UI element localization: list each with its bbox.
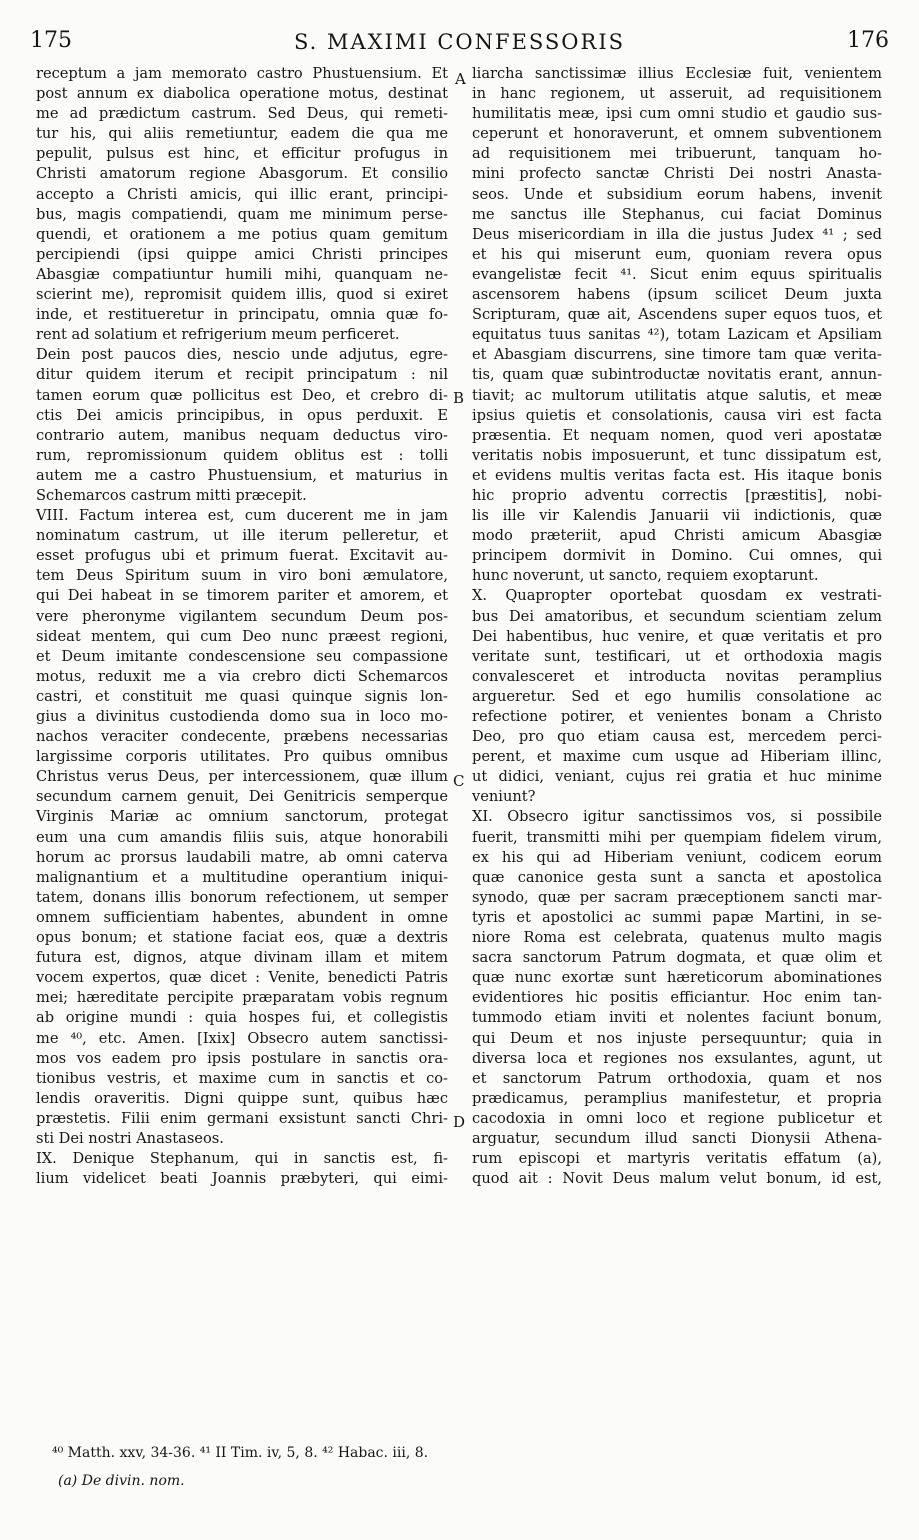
text-line: et evidens multis veritas facta est. His itaque bonis <box>472 466 882 484</box>
text-line: quod ait : Novit Deus malum velut bonum, id est, <box>472 1170 882 1188</box>
margin-marker-d: D <box>453 1113 466 1131</box>
text-line: ditur quidem iterum et recipit principatum : nil <box>36 366 448 384</box>
text-line: me sanctus ille Stephanus, cui faciat Dominus <box>472 205 882 223</box>
text-line: liarcha sanctissimæ illius Ecclesiæ fuit, venientem <box>472 65 882 82</box>
text-line: quendi, et orationem a me potius quam gemitum <box>36 225 448 243</box>
text-line: malignantium et a multitudine operantium iniqui- <box>36 868 448 886</box>
text-line: evidentiores hic positis efficiantur. Hoc enim tan- <box>472 989 882 1007</box>
text-line: hunc noverunt, ut sancto, requiem exoptarunt. <box>472 567 819 585</box>
text-line: mini profecto sanctæ Christi Dei nostri Anasta- <box>472 165 882 183</box>
text-line: præstetis. Filii enim germani exsistunt sancti Chri- <box>36 1109 448 1127</box>
text-line: rent ad solatium et refrigerium meum perficeret. <box>36 326 400 344</box>
text-line: fuerit, transmitti mihi per quempiam fidelem virum, <box>472 828 882 846</box>
text-line: veritate sunt, testificari, ut et orthodoxia magis <box>472 647 882 665</box>
text-line: convalesceret et introducta novitas peramplius <box>472 667 882 685</box>
text-line: diversa loca et regiones nos exsulantes, agunt, ut <box>472 1049 882 1067</box>
text-line: motus, reduxit me a via crebro dicti Schemarcos <box>36 667 448 685</box>
text-line: ipsius quietis et consolationis, causa viri est facta <box>472 406 882 424</box>
text-line: Scripturam, quæ ait, Ascendens super equos tuos, et <box>472 306 882 324</box>
text-line: accepto a Christi amicis, qui illic erant, principi- <box>36 185 448 203</box>
text-line: cacodoxia in omni loco et regione publicetur et <box>472 1109 882 1127</box>
text-line: refectione potirer, et venientes bonam a Christo <box>472 708 882 725</box>
text-line: VIII. Factum interea est, cum ducerent me in jam <box>36 507 448 525</box>
text-line: bus Dei amatoribus, et secundum scientiam zelum <box>472 607 882 625</box>
text-line: autem me a castro Phustuensium, et maturius in <box>36 466 448 484</box>
text-line: Deo, pro quo etiam causa est, mercedem perci- <box>472 728 882 746</box>
text-line: lis ille vir Kalendis Januarii vii indictionis, quæ <box>472 507 882 525</box>
margin-marker-c: C <box>453 772 465 790</box>
page-header <box>30 28 889 68</box>
text-line: lium videlicet beati Joannis præbyteri, qui eimi- <box>36 1170 448 1188</box>
text-line: vocem expertos, quæ dicet : Venite, benedicti Patris <box>36 969 448 987</box>
text-line: Dein post paucos dies, nescio unde adjutus, egre- <box>36 346 448 364</box>
text-line: modo præteriit, apud Christi amicum Abasgiæ <box>472 527 882 545</box>
text-line: IX. Denique Stephanum, qui in sanctis est, fi- <box>36 1150 448 1168</box>
text-line: evangelistæ fecit ⁴¹. Sicut enim equus spiritualis <box>472 265 882 283</box>
text-line: Christus verus Deus, per intercessionem, quæ illum <box>36 768 448 786</box>
text-line: tiavit; ac multorum utilitatis atque salutis, et meæ <box>472 386 882 404</box>
text-line: percipiendi (ipsi quippe amici Christi principes <box>36 245 448 263</box>
text-line: veniunt? <box>472 788 536 806</box>
text-line: X. Quapropter oportebat quosdam ex vestrati- <box>472 587 882 605</box>
text-line: nachos veraciter condecente, præbens necessarias <box>36 728 448 746</box>
text-line: ascensorem habens (ipsum scilicet Deum juxta <box>472 286 882 304</box>
text-line: sti Dei nostri Anastaseos. <box>36 1129 224 1147</box>
text-line: omnem sufficientiam habentes, abundent in omne <box>36 908 448 926</box>
text-line: et his qui miserunt eum, quoniam revera opus <box>472 245 882 263</box>
text-line: Dei habentibus, huc venire, et quæ veritatis et pro <box>472 627 882 645</box>
text-line: ut didici, veniant, cujus rei gratia et huc minime <box>472 768 882 786</box>
text-line: vere pheronyme vigilantem secundum Deum pos- <box>36 607 448 625</box>
text-line: post annum ex diabolica operatione motus, destinat <box>36 85 448 103</box>
text-line: mos vos eadem pro ipsis postulare in sanctis ora- <box>36 1049 448 1067</box>
margin-marker-b: B <box>453 389 465 407</box>
page-number-left: 175 <box>30 28 72 53</box>
text-line: Virginis Mariæ ac omnium sanctorum, protegat <box>36 808 448 826</box>
text-line: niore Roma est celebrata, quatenus multo magis <box>472 929 882 947</box>
text-line: et Deum imitante condescensione seu compassione <box>36 647 448 665</box>
text-line: secundum carnem genuit, Dei Genitricis semperque <box>36 788 448 806</box>
text-line: rum episcopi et martyris veritatis effatum (a), <box>472 1150 882 1168</box>
page-number-right: 176 <box>847 28 889 53</box>
text-line: perent, et maxime cum usque ad Hiberiam illinc, <box>472 748 882 766</box>
text-line: esset profugus ubi et primum fuerat. Excitavit au- <box>36 547 448 565</box>
text-line: qui Deum et nos injuste persequuntur; quia in <box>472 1029 882 1047</box>
footnote-source: (a) De divin. nom. <box>58 1473 185 1489</box>
text-line: castri, et constituit me quasi quinque signis lon- <box>36 687 448 705</box>
text-line: tem Deus Spiritum suum in viro boni æmulatore, <box>36 567 448 585</box>
text-line: tamen eorum quæ pollicitus est Deo, et crebro di- <box>36 386 448 404</box>
text-line: inde, et restitueretur in principatu, omnia quæ fo- <box>36 306 448 324</box>
footnote-references: ⁴⁰ Matth. xxv, 34-36. ⁴¹ II Tim. iv, 5, 8. ⁴² Habac. iii, 8. <box>52 1445 429 1461</box>
text-line: seos. Unde et subsidium eorum habens, invenit <box>472 185 882 203</box>
text-line: pepulit, pulsus est hinc, et efficitur profugus in <box>36 145 448 163</box>
text-line: Abasgiæ compatiuntur humili mihi, quanquam ne- <box>36 265 448 283</box>
text-line: receptum a jam memorato castro Phustuensium. Et <box>36 65 448 82</box>
text-line: veritatis nobis imposuerunt, et tunc dissipatum est, <box>472 446 882 464</box>
text-line: scierint me), repromisit quidem illis, quod si exiret <box>36 286 448 304</box>
text-line: Deus misericordiam in illa die justus Judex ⁴¹ ; sed <box>472 225 882 243</box>
text-line: sideat mentem, qui cum Deo nunc præest regioni, <box>36 627 448 645</box>
text-line: me ad prædictum castrum. Sed Deus, qui remeti- <box>36 105 448 123</box>
text-line: Schemarcos castrum mitti præcepit. <box>36 486 307 504</box>
text-line: in hanc regionem, ut asseruit, ad requisitionem <box>472 85 882 103</box>
running-title: S. MAXIMI CONFESSORIS <box>293 30 626 54</box>
text-line: præsentia. Et nequam nomen, quod veri apostatæ <box>472 426 882 444</box>
text-line: lendis oraveritis. Digni quippe sunt, quibus hæc <box>36 1089 448 1107</box>
text-line: gius a divinitus custodienda domo sua in loco mo- <box>36 708 448 725</box>
text-line: XI. Obsecro igitur sanctissimos vos, si possibile <box>472 808 882 826</box>
right-column <box>472 64 882 1189</box>
text-line: rum, repromissionum quidem oblitus est : tolli <box>36 446 448 464</box>
text-line: largissime corporis utilitates. Pro quibus omnibus <box>36 748 448 766</box>
text-line: mei; hæreditate percipite præparatam vobis regnum <box>36 989 448 1007</box>
text-line: ex his qui ad Hiberiam veniunt, codicem eorum <box>472 848 882 866</box>
text-line: quæ nunc exortæ sunt hæreticorum abominationes <box>472 969 882 987</box>
text-line: opus bonum; et statione faciat eos, quæ a dextris <box>36 929 448 947</box>
text-line: equitatus tuus sanitas ⁴²), totam Lazicam et Apsiliam <box>472 326 882 344</box>
left-column <box>36 64 448 1189</box>
text-line: et Abasgiam discurrens, sine timore tam quæ verita- <box>472 346 882 364</box>
text-line: tionibus vestris, et maxime cum in sanctis et co- <box>36 1069 448 1087</box>
text-line: ad requisitionem mei tribuerunt, tanquam ho- <box>472 145 882 163</box>
text-line: quæ canonice gesta sunt a sancta et apostolica <box>472 868 882 886</box>
text-line: me ⁴⁰, etc. Amen. [Ixix] Obsecro autem sanctissi- <box>36 1029 448 1047</box>
text-line: Christi amatorum regione Abasgorum. Et consilio <box>36 165 448 183</box>
text-line: humilitatis meæ, ipsi cum omni studio et gaudio sus- <box>472 105 882 123</box>
text-line: tis, quam quæ subintroductæ novitatis erant, annun- <box>472 366 882 384</box>
text-line: et sanctorum Patrum orthodoxia, quam et nos <box>472 1069 882 1087</box>
text-line: synodo, quæ per sacram præceptionem sancti mar- <box>472 888 882 906</box>
text-line: nominatum castrum, ut ille iterum pelleretur, et <box>36 527 448 545</box>
margin-marker-a: A <box>455 70 466 88</box>
text-line: hic proprio adventu correctis [præstitis], nobi- <box>472 486 882 504</box>
text-line: tyris et apostolici ac summi papæ Martini, in se- <box>472 908 882 926</box>
text-line: ceperunt et honoraverunt, et omnem subventionem <box>472 125 882 143</box>
text-line: principem dormivit in Domino. Cui omnes, qui <box>472 547 882 565</box>
text-line: argueretur. Sed et ego humilis consolatione ac <box>472 687 882 705</box>
text-line: tur his, qui aliis remetiuntur, eadem die qua me <box>36 125 448 143</box>
text-line: contrario autem, manibus nequam deductus viro- <box>36 426 448 444</box>
text-line: ab origine mundi : quia hospes fui, et collegistis <box>36 1009 448 1027</box>
text-line: tatem, donans illis bonorum refectionem, ut semper <box>36 888 448 906</box>
text-line: arguatur, secundum illud sancti Dionysii Athena- <box>472 1129 882 1147</box>
text-line: eum una cum amandis filiis suis, atque honorabili <box>36 828 448 846</box>
text-line: tummodo etiam inviti et nolentes faciunt bonum, <box>472 1009 882 1027</box>
text-line: ctis Dei amicis principibus, in opus perduxit. E <box>36 406 448 424</box>
text-line: qui Dei habeat in se timorem pariter et amorem, et <box>36 587 448 605</box>
text-line: bus, magis compatiendi, quam me minimum perse- <box>36 205 448 223</box>
text-line: sacra sanctorum Patrum dogmata, et quæ olim et <box>472 949 882 967</box>
text-line: futura est, dignos, atque divinam illam et mitem <box>36 949 448 967</box>
text-line: prædicamus, peramplius manifestetur, et propria <box>472 1089 882 1107</box>
text-line: horum ac prorsus laudabili matre, ab omni caterva <box>36 848 448 866</box>
